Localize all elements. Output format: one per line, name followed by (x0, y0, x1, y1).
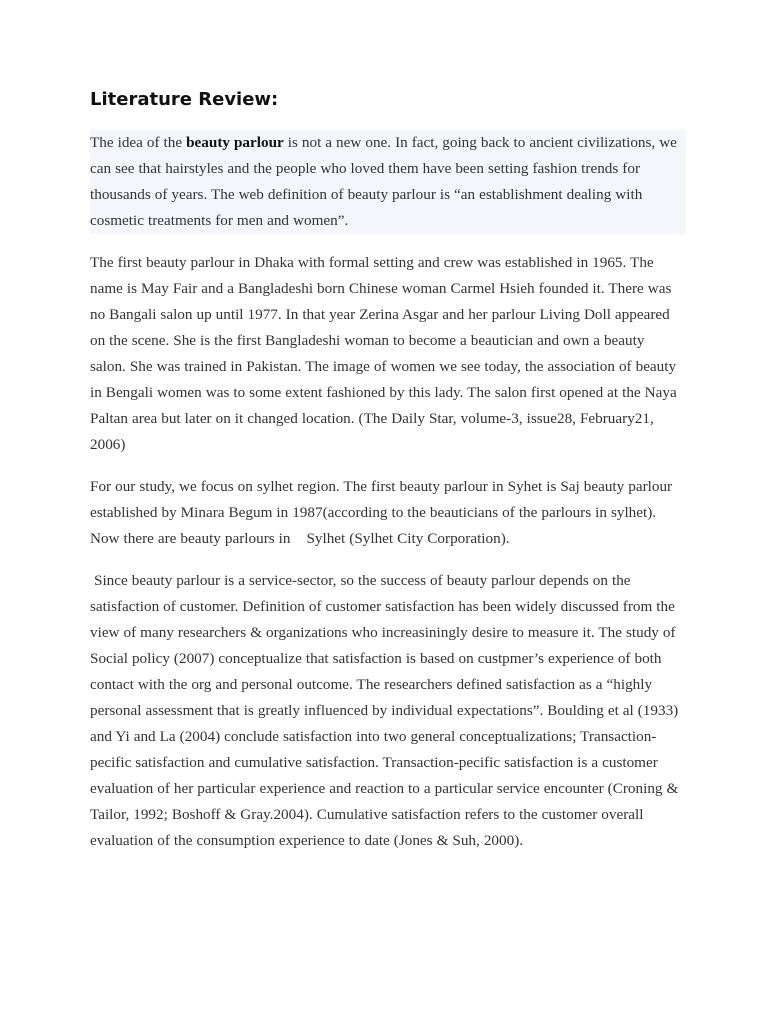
intro-text-end: is not a new one. In fact, going back to ancient civilizations, we can see that hairstyles and the people who loved them have been setting fashion trends for thousands of years. The web definition of beauty parlour is “an establishment dealing with cosmetic treatments for men and women”. (90, 134, 677, 229)
paragraph-customer-satisfaction: Since beauty parlour is a service-sector, so the success of beauty parlour depends on the satisfaction of customer. Definition of customer satisfaction has been widely discussed from the view of many researchers & organizations who increasiningly desire to measure it. The study of Social policy (2007) conceptualize that satisfaction is based on custpmer’s experience of both contact with the org and personal outcome. The researchers defined satisfaction as a “highly personal assessment that is greatly influenced by individual expectations”. Boulding et al (1933) and Yi and La (2004) conclude satisfaction into two general conceptualizations; Transaction-pecific satisfaction and cumulative satisfaction. Transaction-pecific satisfaction is a customer evaluation of her particular experience and reaction to a particular service encounter (Croning & Tailor, 1992; Boshoff & Gray.2004). Cumulative satisfaction refers to the customer overall evaluation of the consumption experience to date (Jones & Suh, 2000). (90, 572, 683, 849)
document-page (90, 86, 683, 870)
paragraph-sylhet-study: For our study, we focus on sylhet region. The first beauty parlour in Syhet is Saj beauty parlour established by Minara Begum in 1987(according to the beauticians of the parlours in sylhet). Now there are beauty parlours in Sylhet (Sylhet City Corporation). (90, 478, 677, 547)
paragraph-intro (90, 130, 686, 234)
intro-bold-term: beauty parlour (186, 134, 284, 151)
paragraph-dhaka-history: The first beauty parlour in Dhaka with formal setting and crew was established in 1965. The name is May Fair and a Bangladeshi born Chinese woman Carmel Hsieh founded it. There was no Bangali salon up until 1977. In that year Zerina Asgar and her parlour Living Doll appeared on the scene. She is the first Bangladeshi woman to become a beautician and own a beauty salon. She was trained in Pakistan. The image of women we see today, the association of beauty in Bengali women was to some extent fashioned by this lady. The salon first opened at the Naya Paltan area but later on it changed location. (The Daily Star, volume-3, issue28, February21, 2006) (90, 254, 677, 453)
intro-text-start: The idea of the (90, 134, 187, 151)
section-heading: Literature Review: (90, 89, 279, 110)
